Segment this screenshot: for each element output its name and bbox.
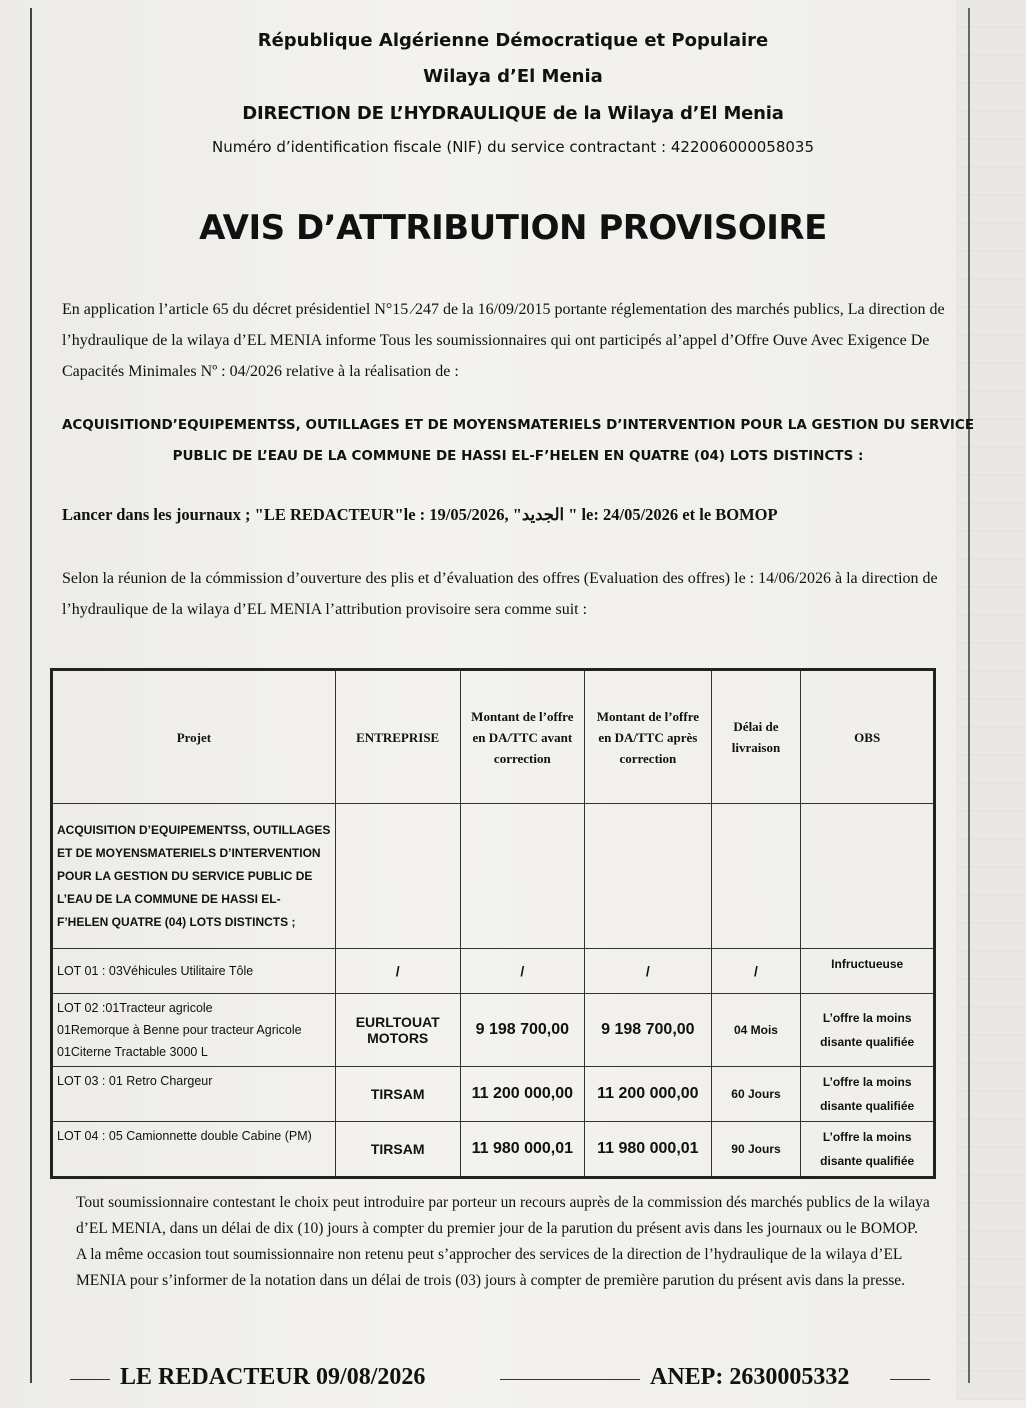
lot-cell: LOT 04 : 05 Camionnette double Cabine (PM) (52, 1122, 336, 1178)
obs-cell: Infructueuse (801, 949, 935, 994)
header-obs: OBS (801, 670, 935, 804)
montant-apres-cell: 9 198 700,00 (585, 994, 712, 1067)
closing-paragraphs (76, 1190, 936, 1294)
header-wilaya: Wilaya d’El Menia (423, 66, 603, 87)
header-direction: DIRECTION DE L’HYDRAULIQUE de la Wilaya d’El Menia (242, 103, 784, 124)
project-title (58, 410, 978, 472)
montant-avant-cell: / (460, 949, 585, 994)
header-entreprise: ENTREPRISE (335, 670, 460, 804)
entreprise-cell: EURLTOUAT MOTORS (335, 994, 460, 1067)
obs-cell: L’offre la moins disante qualifiée (801, 994, 935, 1067)
table-row (52, 1067, 935, 1122)
table-row (52, 1122, 935, 1178)
header-projet: Projet (52, 670, 336, 804)
montant-avant-cell: 11 980 000,01 (460, 1122, 585, 1178)
entreprise-cell: TIRSAM (335, 1067, 460, 1122)
empty-cell (335, 804, 460, 949)
header-montant-apres: Montant de l’offre en DA/TTC après correction (585, 670, 712, 804)
project-title-line2: PUBLIC DE L’EAU DE LA COMMUNE DE HASSI EL-F’HELEN EN QUATRE (04) LOTS DISTINCTS : (172, 448, 864, 464)
header-delai: Délai de livraison (711, 670, 801, 804)
lot-cell: LOT 03 : 01 Retro Chargeur (52, 1067, 336, 1122)
footer-rule (70, 1379, 110, 1380)
footer-bar (70, 1360, 950, 1400)
montant-apres-cell: 11 200 000,00 (585, 1067, 712, 1122)
obs-cell: L’offre la moins disante qualifiée (801, 1067, 935, 1122)
recourse-paragraph: Tout soumissionnaire contestant le choix peut introduire par porteur un recours auprès de la commission dés marchés publics de la wilaya d’EL MENIA, dans un délai de dix (10) jours à compter du premier jour de la parution du présent avis dans les journaux ou le BOMOP. (76, 1194, 930, 1237)
attribution-table (50, 668, 936, 1179)
header-montant-avant: Montant de l’offre en DA/TTC avant correction (460, 670, 585, 804)
delai-cell: 04 Mois (711, 994, 801, 1067)
intro-paragraph: En application l’article 65 du décret présidentiel N°15 ⁄247 de la 16/09/2015 portante réglementation des marchés publics, La direction de l’hydraulique de la wilaya d’EL MENIA informe Tous les soumissionnaires qui ont participés al’appel d’Offre Ouve Avec Exigence De Capacités Minimales Nº : 04/2026 relative à la réalisation de : (62, 301, 945, 380)
empty-cell (585, 804, 712, 949)
table-row (52, 994, 935, 1067)
footer-publication: LE REDACTEUR 09/08/2026 (120, 1364, 426, 1390)
montant-apres-cell: / (585, 949, 712, 994)
table-header-row (52, 670, 935, 804)
obs-cell: L’offre la moins disante qualifiée (801, 1122, 935, 1178)
header-republic: République Algérienne Démocratique et Populaire (257, 30, 769, 51)
delai-cell: 60 Jours (711, 1067, 801, 1122)
empty-cell (460, 804, 585, 949)
footer-rule (500, 1379, 640, 1380)
meeting-paragraph: Selon la réunion de la cómmission d’ouverture des plis et d’évaluation des offres (Evaluation des offres) le : 14/06/2026 à la direction de l’hydraulique de la wilaya d’EL MENIA l’attribution provisoire sera comme suit : (62, 570, 938, 618)
entreprise-cell: / (335, 949, 460, 994)
empty-cell (711, 804, 801, 949)
notice-title: AVIS D’ATTRIBUTION PROVISOIRE (199, 208, 827, 248)
table-row (52, 949, 935, 994)
info-paragraph: A la même occasion tout soumissionnaire non retenu peut s’approcher des services de la direction de l’hydraulique de la wilaya d’EL MENIA pour s’informer de la notation dans un délai de trois (03) jours à compter de première parution du présent avis dans la presse. (76, 1246, 906, 1289)
launch-line: Lancer dans les journaux ; "LE REDACTEUR"le : 19/05/2026, "الجديد " le: 24/05/2026 et le BOMOP (62, 505, 778, 524)
project-cell: ACQUISITION D’EQUIPEMENTSS, OUTILLAGES ET DE MOYENSMATERIELS D’INTERVENTION POUR LA GESTION DU SERVICE PUBLIC DE L’EAU DE LA COMMUNE DE HASSI EL-F’HELEN QUATRE (04) LOTS DISTINCTS ; (52, 804, 336, 949)
table-row-project (52, 804, 935, 949)
montant-avant-cell: 9 198 700,00 (460, 994, 585, 1067)
lot-cell: LOT 02 :01Tracteur agricole 01Remorque à Benne pour tracteur Agricole 01Citerne Tractable 3000 L (52, 994, 336, 1067)
montant-apres-cell: 11 980 000,01 (585, 1122, 712, 1178)
header-nif: Numéro d’identification fiscale (NIF) du service contractant : 422006000058035 (211, 138, 815, 156)
empty-cell (801, 804, 935, 949)
project-title-line1: ACQUISITIOND’EQUIPEMENTSS, OUTILLAGES ET DE MOYENSMATERIELS D’INTERVENTION POUR LA GESTION DU SERVICE (61, 417, 975, 433)
lot-cell: LOT 01 : 03Véhicules Utilitaire Tôle (52, 949, 336, 994)
montant-avant-cell: 11 200 000,00 (460, 1067, 585, 1122)
footer-anep: ANEP: 2630005332 (650, 1364, 850, 1390)
delai-cell: 90 Jours (711, 1122, 801, 1178)
delai-cell: / (711, 949, 801, 994)
entreprise-cell: TIRSAM (335, 1122, 460, 1178)
footer-rule (890, 1379, 930, 1380)
